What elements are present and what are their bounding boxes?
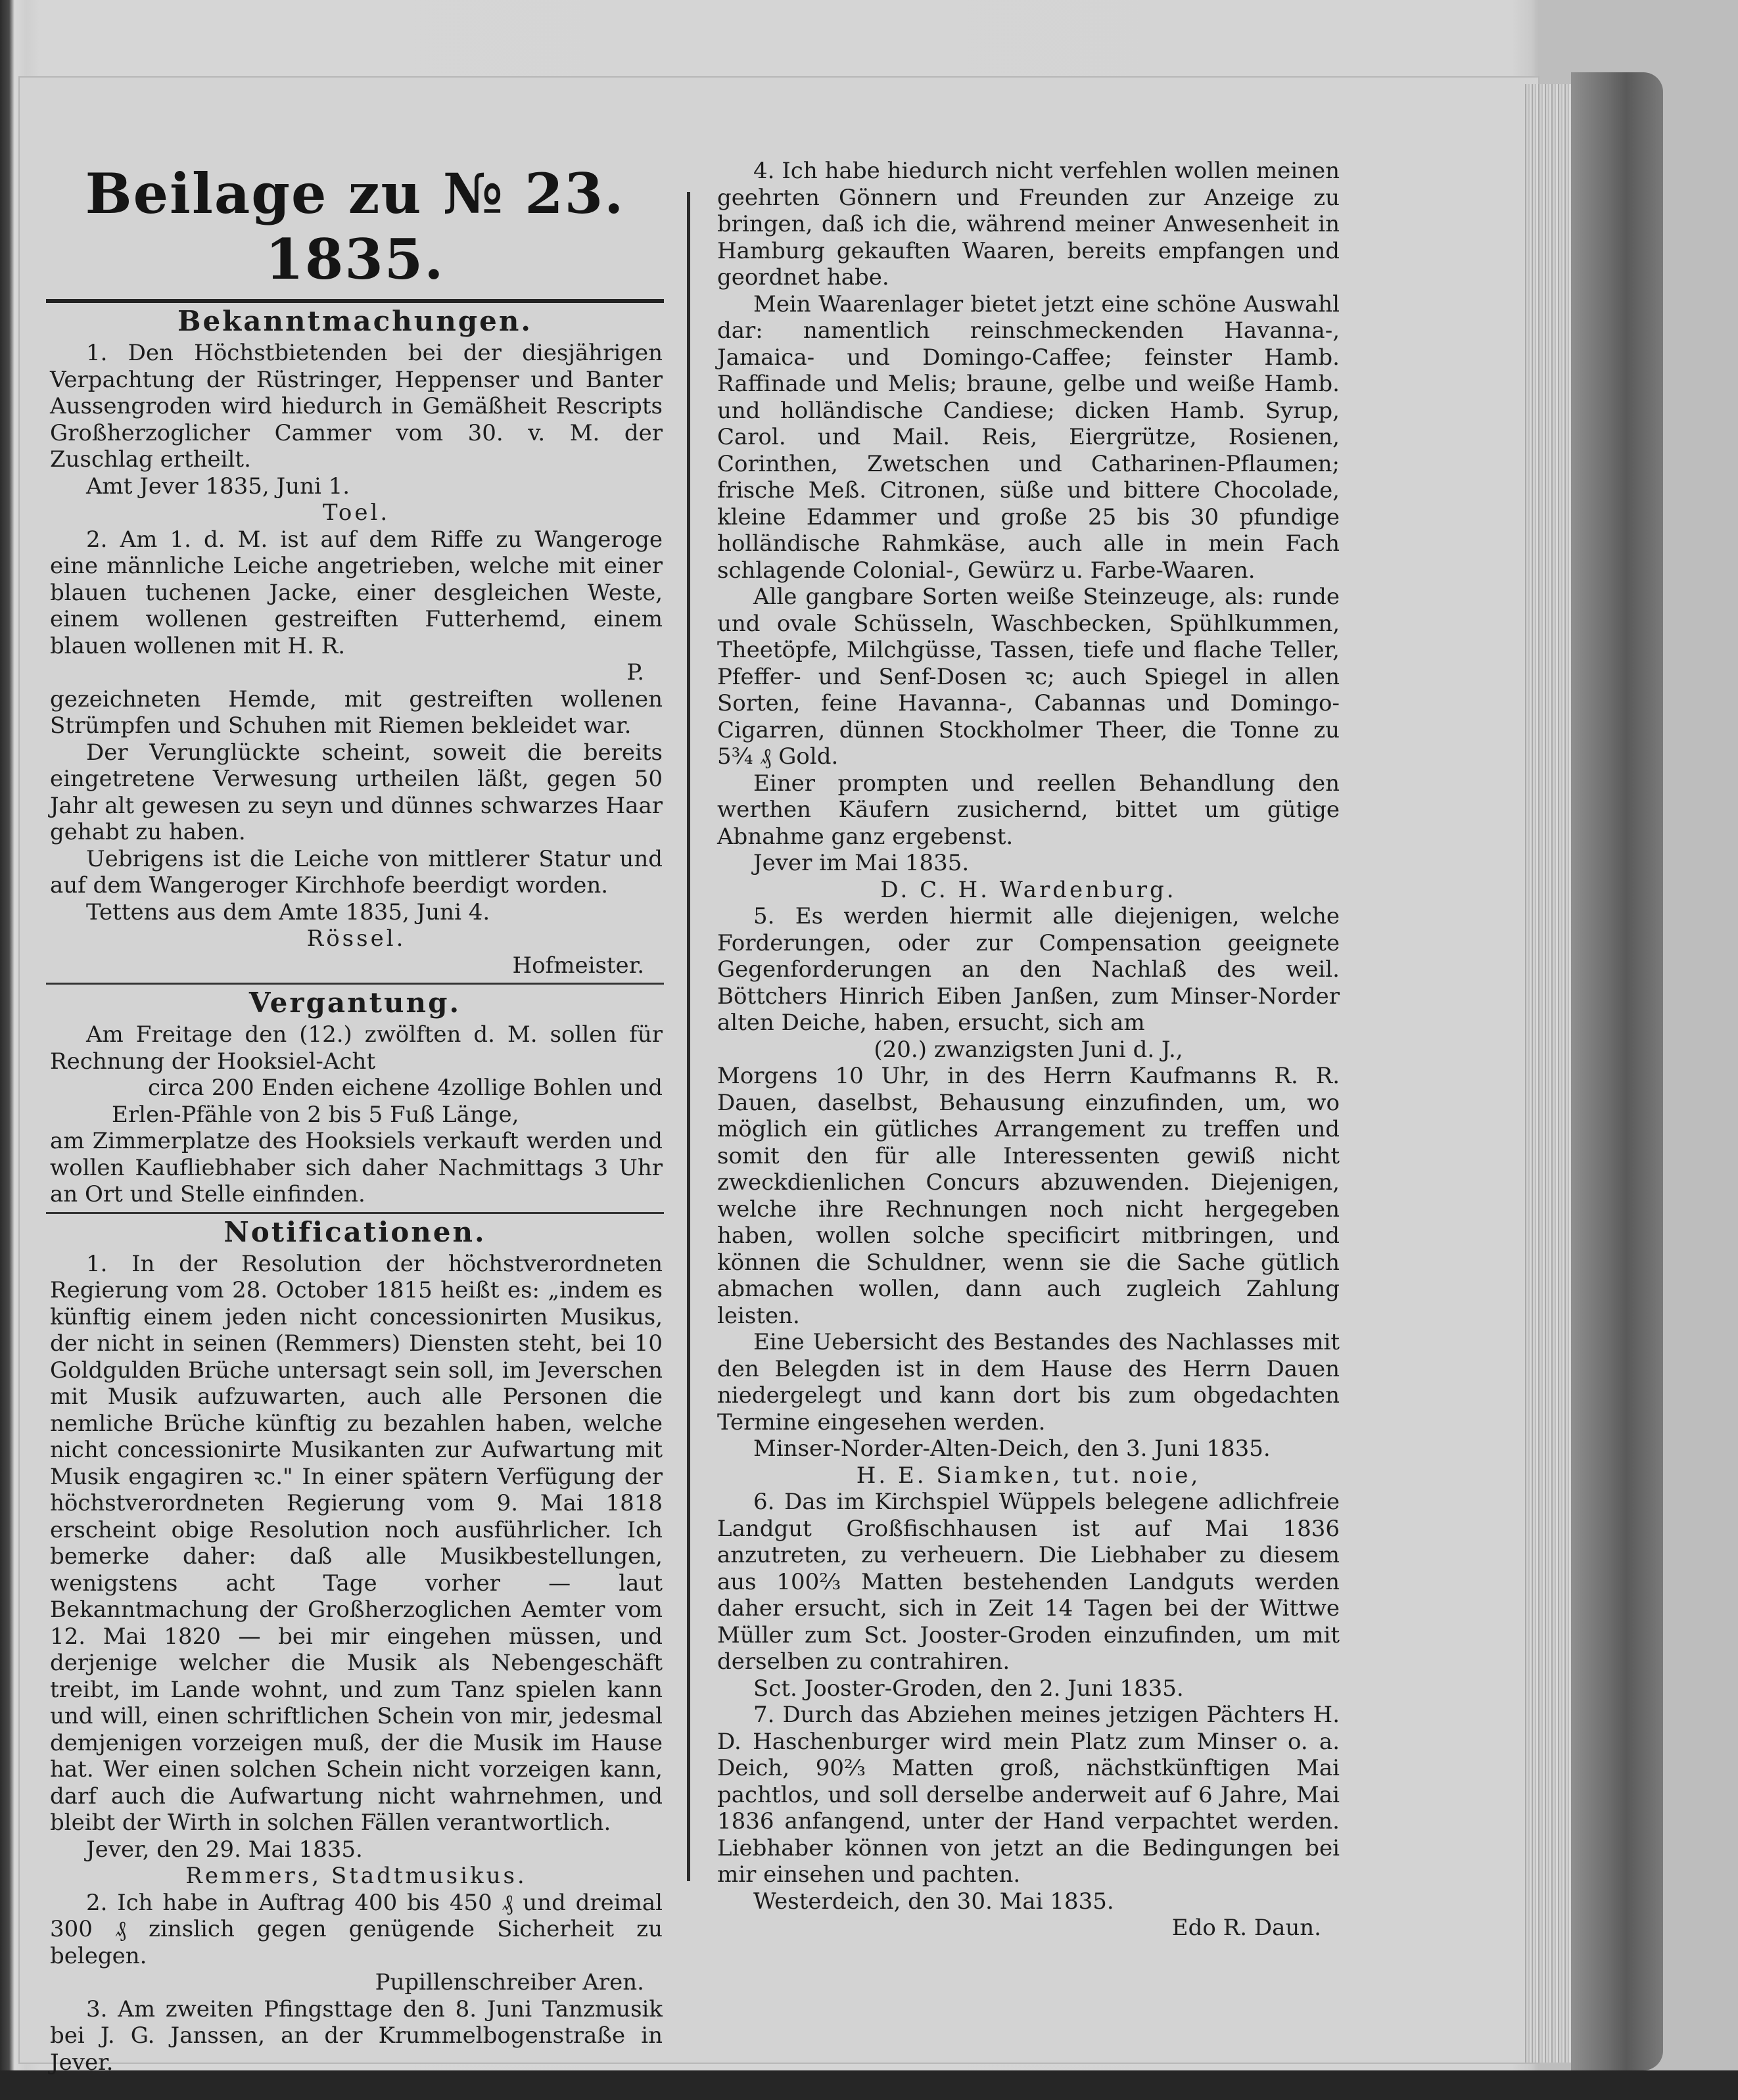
notice-2: 2. Am 1. d. M. ist auf dem Riffe zu Wangeroge eine männliche Leiche angetrieben, welche mit einer blauen tuchenen Jacke, einer desgleichen Weste, einem wollenen gestreiften Futterhemd, einem blauen wollenen mit H. R. — [50, 526, 663, 659]
notification-3: 3. Am zweiten Pfingsttage den 8. Juni Tanzmusik bei J. G. Janssen, an der Krummelbogenstraße in Jever. — [50, 1995, 663, 2076]
notice-6-place: Sct. Jooster-Groden, den 2. Juni 1835. — [753, 1675, 1184, 1702]
notice-2-letter: P. — [626, 659, 644, 686]
notification-1: 1. In der Resolution der höchstverordneten Regierung vom 28. October 1815 heißt es: „indem es künftig einem jeden nicht concessionirten Musikus, der nicht in seinen (Remmers) Diensten steht, bei 10 Goldgulden Brüche untersagt sein soll, im Jeverschen mit Musik aufzuwarten, auch alle Personen die nemliche Brüche künftig zu bezahlen haben, welche nicht concessionirte Musikanten zur Aufwartung mit Musik engagiren ꝛc." In einer spätern Verfügung der höchstverordneten Regierung vom 9. Mai 1818 erscheint obige Resolution noch ausführlicher. Ich bemerke daher: daß alle Musikbestellungen, wenigstens acht Tage vorher — laut Bekanntmachung der Großherzoglichen Aemter vom 12. Mai 1820 — bei mir eingehen müssen, und derjenige welcher die Musik als Nebengeschäft treibt, im Lande wohnt, und zum Tanz spielen kann und will, einen schriftlichen Schein von mir, jedesmal demjenigen vorzeigen muß, der die Musik im Hause hat. Wer einen solchen Schein nicht vorzeigen kann, darf auch die Aufwartung nicht wahrnehmen, und bleibt der Wirth in solchen Fällen verantwortlich. — [50, 1250, 663, 1836]
vergantung-items: circa 200 Enden eichene 4zollige Bohlen und Erlen-Pfähle von 2 bis 5 Fuß Länge, — [112, 1075, 663, 1128]
notice-1: 1. Den Höchstbietenden bei der diesjährigen Verpachtung der Rüstringer, Heppenser und Banter Aussengroden wird hiedurch in Gemäßheit Rescripts Großherzoglicher Cammer vom 30. v. M. der Zuschlag ertheilt. — [50, 340, 663, 473]
notice-7-signature: Edo R. Daun. — [1171, 1915, 1321, 1941]
previous-page-edge — [0, 158, 13, 1998]
section-rule — [46, 1212, 664, 1214]
notice-2-continued: gezeichneten Hemde, mit gestreiften wollenen Strümpfen und Schuhen mit Riemen bekleidet war. — [50, 686, 663, 739]
notice-6: 6. Das im Kirchspiel Wüppels belegene adlichfreie Landgut Großfischhausen ist auf Mai 1836 anzutreten, zu verheuern. Die Liebhaber zu diesem aus 100⅔ Matten bestehenden Landguts werden daher ersucht, sich in Zeit 14 Tagen bei der Wittwe Müller zum Sct. Jooster-Groden einzufinden, um mit derselben zu contrahiren. — [717, 1489, 1340, 1675]
notice-4-goods: Mein Waarenlager bietet jetzt eine schöne Auswahl dar: namentlich reinschmeckenden Havanna-, Jamaica- und Domingo-Caffee; feinster Hamb. Raffinade und Melis; braune, gelbe und weiße Hamb. und holländische Candiese; dicken Hamb. Syrup, Carol. und Mail. Reis, Eiergrütze, Rosienen, Corinthen, Zwetschen und Catharinen-Pflaumen; frische Meß. Citronen, süße und bittere Chocolade, kleine Edammer und große 25 bis 30 pfundige holländische Rahmkäse, auch alle in mein Fach schlagende Colonial-, Gewürz u. Farbe-Waaren. — [717, 291, 1340, 584]
notice-1-place: Amt Jever 1835, Juni 1. — [86, 473, 350, 500]
notification-1-place: Jever, den 29. Mai 1835. — [86, 1836, 363, 1863]
heading-vergantung: Vergantung. — [248, 987, 461, 1019]
notice-2-signature: Rössel. — [306, 925, 406, 952]
vergantung-intro: Am Freitage den (12.) zwölften d. M. sollen für Rechnung der Hooksiel-Acht — [50, 1021, 663, 1075]
notice-5-place: Minser-Norder-Alten-Deich, den 3. Juni 1835. — [753, 1435, 1271, 1462]
section-rule — [46, 983, 664, 985]
notice-2-description: Der Verunglückte scheint, soweit die bereits eingetretene Verwesung urtheilen läßt, gegen 50 Jahr alt gewesen zu seyn und dünnes schwarzes Haar gehabt zu haben. — [50, 739, 663, 845]
notification-2-signature: Pupillenschreiber Aren. — [375, 1969, 644, 1995]
right-column — [707, 158, 1348, 1942]
vergantung-details: am Zimmerplatze des Hooksiels verkauft werden und wollen Kaufliebhaber sich daher Nachmittags 3 Uhr an Ort und Stelle einfinden. — [50, 1128, 663, 1207]
notice-4-stoneware: Alle gangbare Sorten weiße Steinzeuge, als: runde und ovale Schüsseln, Waschbecken, Spühlkummen, Theetöpfe, Milchgüsse, Tassen, tiefe und flache Teller, Pfeffer- und Senf-Dosen ꝛc; auch Spiegel in allen Sorten, feine Havanna-, Cabannas und Domingo-Cigarren, dünnen Stockholmer Theer, die Tonne zu 5¾ ₰ Gold. — [717, 584, 1340, 770]
book-binding — [1571, 72, 1663, 2070]
masthead: Beilage zu № 23. 1835. — [85, 161, 625, 292]
notice-4-signature: D. C. H. Wardenburg. — [880, 876, 1177, 903]
notice-2-place: Tettens aus dem Amte 1835, Juni 4. — [86, 898, 490, 925]
heading-notificationen: Notificationen. — [223, 1215, 486, 1248]
notice-1-signature: Toel. — [322, 500, 390, 526]
notice-4-place: Jever im Mai 1835. — [753, 850, 970, 876]
masthead-rule — [46, 299, 664, 303]
notice-5-date: (20.) zwanzigsten Juni d. J., — [874, 1036, 1183, 1063]
heading-bekanntmachungen: Bekanntmachungen. — [177, 305, 533, 337]
notice-4: 4. Ich habe hiedurch nicht verfehlen wollen meinen geehrten Gönnern und Freunden zur Anzeige zu bringen, daß ich die, während meiner Anwesenheit in Hamburg gekauften Waaren, bereits empfangen und geordnet habe. — [717, 158, 1340, 291]
notice-7-place: Westerdeich, den 30. Mai 1835. — [753, 1888, 1114, 1915]
left-column — [39, 148, 670, 2076]
notice-2-signature-2: Hofmeister. — [512, 952, 644, 979]
notice-4-closing: Einer prompten und reellen Behandlung den werthen Käufern zusichernd, bittet um gütige Abnahme ganz ergebenst. — [717, 770, 1340, 850]
notice-5-signature: H. E. Siamken, tut. noie, — [856, 1462, 1201, 1489]
notification-1-signature: Remmers, Stadtmusikus. — [185, 1863, 527, 1889]
column-divider — [687, 192, 690, 1881]
notice-7: 7. Durch das Abziehen meines jetzigen Pächters H. D. Haschenburger wird mein Platz zum Minser o. a. Deich, 90⅔ Matten groß, nächstkünftigen Mai pachtlos, und soll derselbe anderweit auf 6 Jahre, Mai 1836 anfangend, unter der Hand verpachtet werden. Liebhaber können von jetzt an die Bedingungen bei mir einsehen und pachten. — [717, 1702, 1340, 1888]
notice-5-continued: Morgens 10 Uhr, in des Herrn Kaufmanns R. R. Dauen, daselbst, Behausung einzufinden, um, wo möglich ein gütliches Arrangement zu treffen und somit den für alle Interessenten gewiß nicht zweckdienlichen Concurs abzuwenden. Diejenigen, welche ihre Rechnungen noch nicht hergegeben haben, wollen solche specificirt mitbringen, und können die Schuldner, wenn sie die Sache gütlich abmachen wollen, dann auch zugleich Zahlung leisten. — [717, 1063, 1340, 1329]
notice-5-overview: Eine Uebersicht des Bestandes des Nachlasses mit den Belegden ist in dem Hause des Herrn Dauen niedergelegt und kann dort bis zum obgedachten Termine eingesehen werden. — [717, 1329, 1340, 1435]
notice-5: 5. Es werden hiermit alle diejenigen, welche Forderungen, oder zur Compensation geeignete Gegenforderungen an den Nachlaß des weil. Böttchers Hinrich Eiben Janßen, zum Minser-Norder alten Deiche, haben, ersucht, sich am — [717, 903, 1340, 1036]
notification-2: 2. Ich habe in Auftrag 400 bis 450 ₰ und dreimal 300 ₰ zinslich gegen genügende Sicherheit zu belegen. — [50, 1889, 663, 1969]
notice-2-burial: Uebrigens ist die Leiche von mittlerer Statur und auf dem Wangeroger Kirchhofe beerdigt worden. — [50, 845, 663, 898]
